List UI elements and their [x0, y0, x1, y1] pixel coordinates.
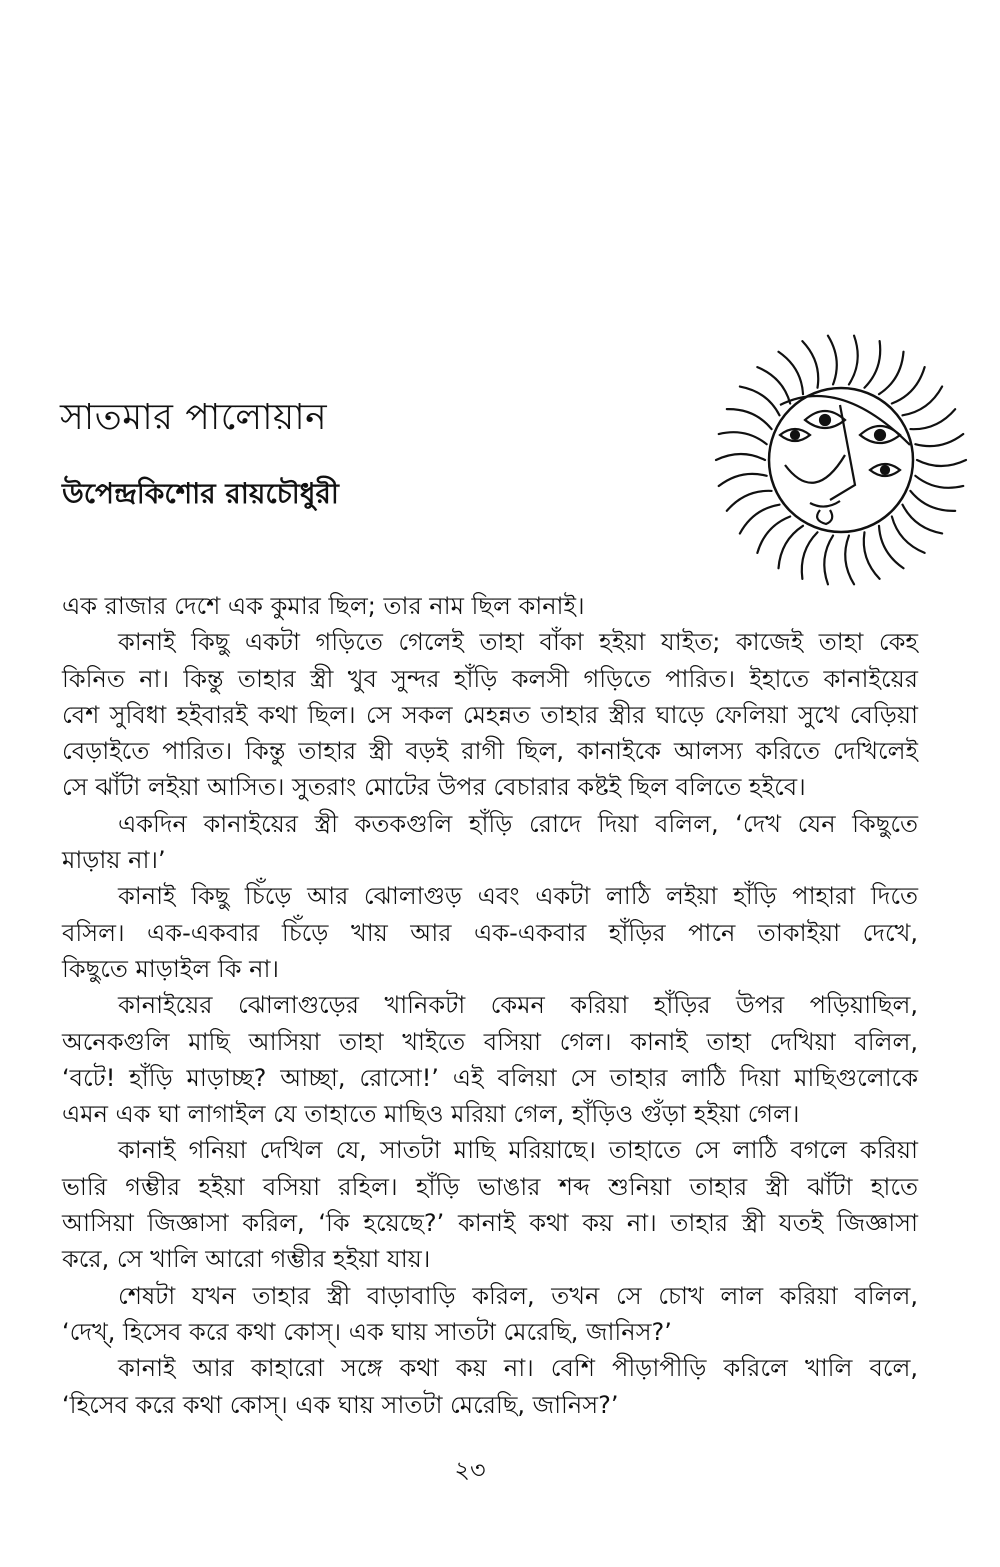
sun-ray	[892, 516, 925, 552]
paragraph	[62, 588, 918, 624]
text-line: এক রাজার দেশে এক কুমার ছিল; তার নাম ছিল কানাই।	[62, 592, 585, 620]
paragraph	[62, 624, 918, 805]
text-line: কানাই কিছু চিঁড়ে আর ঝোলাগুড় এবং একটা লাঠি লইয়া হাঁড়ি পাহারা দিতে	[118, 882, 918, 911]
sun-ray	[828, 336, 837, 385]
text-line: করে, সে খালি আরো গম্ভীর হইয়া যায়।	[62, 1245, 431, 1274]
sun-ray	[915, 434, 963, 446]
text-line: ‘বটে! হাঁড়ি মাড়াচ্ছ? আচ্ছা, রোসো!’ এই বলিয়া সে তাহার লাঠি দিয়া মাছিগুলোকে	[62, 1063, 918, 1092]
paragraph	[62, 1132, 918, 1277]
text-line: বসিল। এক-একবার চিঁড়ে খায় আর এক-একবার হাঁড়ির পানে তাকাইয়া দেখে,	[62, 918, 918, 947]
sun-ray	[910, 491, 955, 511]
text-line: আসিয়া জিজ্ঞাসা করিল, ‘কি হয়েছে?’ কানাই কথা কয় না। তাহার স্ত্রী যতই জিজ্ঞাসা	[62, 1209, 918, 1238]
sun-ray	[757, 516, 790, 552]
sun-ray	[716, 454, 765, 460]
text-line: ‘দেখ্, হিসেব করে কথা কোস্। এক ঘায় সাতটা মেরেছি, জানিস?’	[62, 1317, 672, 1346]
sun-ray	[864, 532, 880, 579]
story-title: সাতমার পালোয়ান	[60, 397, 328, 438]
text-line: কানাই আর কাহারো সঙ্গে কথা কয় না। বেশি পীড়াপীড়ি করিলে খালি বলে,	[118, 1354, 918, 1383]
page-number: ২৩	[454, 1456, 486, 1484]
paragraph	[62, 987, 918, 1132]
sun-ray	[719, 432, 767, 444]
story-body	[62, 588, 918, 1423]
sun-ray	[879, 352, 904, 394]
text-line: সে ঝাঁটা লইয়া আসিত। সুতরাং মোটের উপর বেচারার কষ্টই ছিল বলিতে হইবে।	[62, 773, 806, 802]
author-name: উপেন্দ্রকিশোর রায়চৌধুরী	[62, 477, 339, 510]
text-line: একদিন কানাইয়ের স্ত্রী কতকগুলি হাঁড়ি রোদে দিয়া বলিল, ‘দেখ যেন কিছুতে	[118, 809, 918, 838]
sun-ray	[824, 536, 833, 585]
sun-ray	[910, 409, 955, 429]
sun-ray	[727, 409, 772, 429]
text-line: অনেকগুলি মাছি আসিয়া তাহা খাইতে বসিয়া গেল। কানাই তাহা দেখিয়া বলিল,	[62, 1027, 918, 1056]
sun-ray	[727, 491, 772, 511]
sun-ray	[845, 536, 854, 585]
paragraph	[62, 1278, 918, 1351]
sun-ray	[719, 474, 767, 486]
text-line: কিনিত না। কিন্তু তাহার স্ত্রী খুব সুন্দর হাঁড়ি কলসী গড়িতে পারিত। ইহাতে কানাইয়ের	[62, 664, 918, 693]
text-line: কানাই গনিয়া দেখিল যে, সাতটা মাছি মরিয়াছে। তাহাতে সে লাঠি বগলে করিয়া	[118, 1136, 918, 1165]
sun-ray	[864, 341, 880, 388]
sun-ray	[779, 526, 804, 568]
sun-ray	[757, 367, 790, 403]
text-line: কিছুতে মাড়াইল কি না।	[62, 954, 280, 983]
sun-ray	[802, 341, 818, 388]
text-line: মাড়ায় না।’	[62, 846, 166, 875]
text-line: শেষটা যখন তাহার স্ত্রী বাড়াবাড়ি করিল, তখন সে চোখ লাল করিয়া বলিল,	[118, 1281, 918, 1310]
sun-ray	[849, 336, 858, 385]
sun-ray	[802, 532, 818, 579]
text-line: কানাই কিছু একটা গড়িতে গেলেই তাহা বাঁকা হইয়া যাইত; কাজেই তাহা কেহ	[118, 628, 918, 657]
paragraph	[62, 878, 918, 987]
text-line: কানাইয়ের ঝোলাগুড়ের খানিকটা কেমন করিয়া হাঁড়ির উপর পড়িয়াছিল,	[118, 991, 918, 1020]
text-line: ভারি গম্ভীর হইয়া বসিয়া রহিল। হাঁড়ি ভাঙার শব্দ শুনিয়া তাহার স্ত্রী ঝাঁটা হাতে	[62, 1172, 918, 1201]
sun-ray	[892, 367, 925, 403]
text-line: এমন এক ঘা লাগাইল যে তাহাতে মাছিও মরিয়া গেল, হাঁড়িও গুঁড়া হইয়া গেল।	[62, 1100, 800, 1129]
sun-face-illustration	[710, 325, 972, 595]
text-line: বেশ সুবিধা হইবারই কথা ছিল। সে সকল মেহন্নত তাহার স্ত্রীর ঘাড়ে ফেলিয়া সুখে বেড়িয়া	[62, 700, 918, 729]
sun-ray	[917, 460, 966, 466]
text-line: ‘হিসেব করে কথা কোস্। এক ঘায় সাতটা মেরেছি, জানিস?’	[62, 1390, 619, 1419]
text-line: বেড়াইতে পারিত। কিন্তু তাহার স্ত্রী বড়ই রাগী ছিল, কানাইকে আলস্য করিতে দেখিলেই	[62, 737, 918, 766]
sun-ray	[740, 505, 780, 534]
paragraph	[62, 806, 918, 879]
sun-ray	[915, 476, 963, 488]
paragraph	[62, 1350, 918, 1423]
sun-ray	[902, 387, 942, 416]
